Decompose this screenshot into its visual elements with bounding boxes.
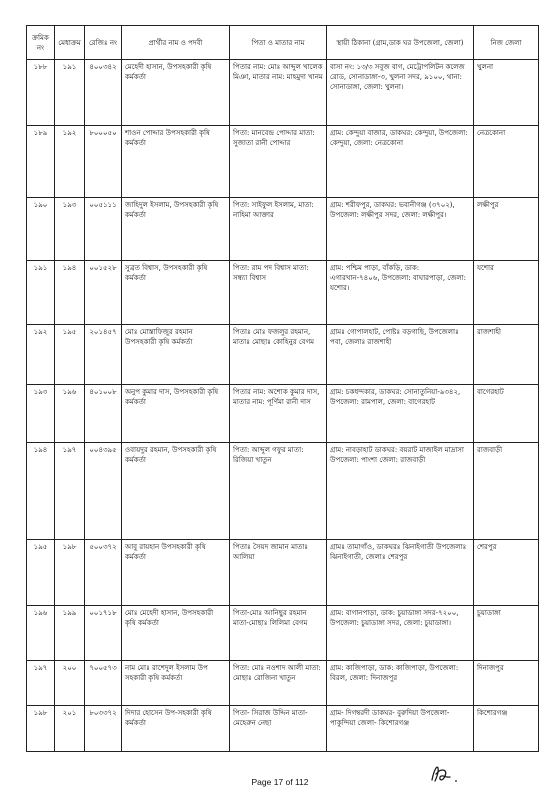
- table-row: [27, 126, 539, 198]
- table-row: [27, 661, 539, 706]
- serial-cell: ১৯৭: [27, 661, 55, 706]
- candidate-table: [26, 25, 539, 752]
- header-home-district: নিজ জেলা: [474, 26, 539, 60]
- registration-cell: ৭০০৫৭৩: [85, 661, 122, 706]
- registration-cell: ৪০১০০৮: [85, 385, 122, 443]
- serial-cell: ১৯৩: [27, 385, 55, 443]
- address-cell: গ্রাম: বাগানপাড়া, ডাক: চুয়াডাঙ্গা সদর-৭২০০, উপজেলা: চুয়াডাঙ্গা সদর, জেলা: চুয়াডাঙ্গা।: [327, 606, 474, 661]
- address-cell: গ্রাম- দিগম্বরদী ডাকঘর- বুরুদিয়া উপজেলা- পাকুন্দিয়া জেলা- কিশোরগঞ্জ: [327, 706, 474, 752]
- district-cell: রাজবাড়ী: [474, 443, 539, 540]
- address-cell: গ্রামঃ তামাগাঁও, ডাকঘরঃ ঝিনাইগাতী উপজেলাঃ ঝিনাইগাতী, জেলাঃ শেরপুর: [327, 540, 474, 606]
- name-cell: শাওন পোদ্দার উপসহকারী কৃষি কর্মকর্তা: [122, 126, 230, 198]
- signature-mark: [428, 762, 464, 786]
- name-cell: ওবায়দুর রহমান, উপসহকারী কৃষি কর্মকর্তা: [122, 443, 230, 540]
- registration-cell: ০০৫১১১: [85, 198, 122, 261]
- name-cell: আবু রায়হান উপসহকারী কৃষি কর্মকর্তা: [122, 540, 230, 606]
- merit-cell: ১৯২: [55, 126, 85, 198]
- table-row: [27, 60, 539, 126]
- registration-cell: ০০১৫২৮: [85, 261, 122, 325]
- parents-cell: পিতাঃ সৈয়দ জামান মাতাঃ আলিয়া: [230, 540, 327, 606]
- registration-cell: ৫০০৩৭২: [85, 540, 122, 606]
- parents-cell: পিতা: রাম পদ বিশ্বাস মাতা: সন্ধ্যা বিশ্বাস: [230, 261, 327, 325]
- parents-cell: পিতা: মানবেন্দ্র পোদ্দার মাতা: সুজাতা রানী পোদ্দার: [230, 126, 327, 198]
- parents-cell: পিতা-মোঃ আনিছুর রহমান মাতা-মোছাঃ লিলিমা বেগম: [230, 606, 327, 661]
- table-row: [27, 706, 539, 752]
- header-permanent-address: স্থায়ী ঠিকানা (গ্রাম,ডাক ঘর উপজেলা, জেলা): [327, 26, 474, 60]
- header-serial: ক্রমিক নং: [27, 26, 55, 60]
- table-header-row: [27, 26, 539, 60]
- header-name-designation: প্রার্থীর নাম ও পদবী: [122, 26, 230, 60]
- serial-cell: ১৯০: [27, 198, 55, 261]
- district-cell: রাজশাহী: [474, 325, 539, 385]
- name-cell: মোঃ মোস্তাফিজুর রহমান উপসহকারী কৃষি কর্মকর্তা: [122, 325, 230, 385]
- merit-cell: ২০১: [55, 706, 85, 752]
- parents-cell: পিতার নাম: অশোক কুমার দাস, মাতার নাম: পূর্ণিমা রানী দাস: [230, 385, 327, 443]
- header-merit: মেধাক্রম: [55, 26, 85, 60]
- name-cell: অনুপ কুমার দাস, উপসহকারী কৃষি কর্মকর্তা: [122, 385, 230, 443]
- name-cell: জাহিদুল ইসলাম, উপসহকারী কৃষি কর্মকর্তা: [122, 198, 230, 261]
- parents-cell: পিতা: আব্দুল গফুর মাতা: রিজিয়া খাতুন: [230, 443, 327, 540]
- registration-cell: ২০১৪৫৭: [85, 325, 122, 385]
- district-cell: নেত্রকোনা: [474, 126, 539, 198]
- serial-cell: ১৯১: [27, 261, 55, 325]
- table-row: [27, 325, 539, 385]
- merit-cell: ১৯৪: [55, 261, 85, 325]
- registration-cell: ৮০৩৩৭২: [85, 706, 122, 752]
- address-cell: গ্রাম: চকধন্দকার, ডাকঘর: সোনাতুনিয়া-৯৩৪২, উপজেলা: রামপাল, জেলা: বাগেরহাট: [327, 385, 474, 443]
- address-cell: গ্রাম: কেন্দুয়া বাজার, ডাকঘর: কেন্দুয়া, উপজেলা: কেন্দুয়া, জেলা: নেত্রকোনা: [327, 126, 474, 198]
- table-row: [27, 443, 539, 540]
- table-row: [27, 261, 539, 325]
- address-cell: গ্রাম: শরীফপুর, ডাকঘর: ভবানীগঞ্জ (৩৭০২), উপজেলা: লক্ষীপুর সদর, জেলা: লক্ষীপুর।: [327, 198, 474, 261]
- merit-cell: ১৯৮: [55, 540, 85, 606]
- name-cell: মেহেদী হাসান, উপসহকারী কৃষি কর্মকর্তা: [122, 60, 230, 126]
- address-cell: গ্রামঃ গোপালহাট, পোষ্টঃ বড়গাছি, উপজেলাঃ পবা, জেলাঃ রাজশাহী: [327, 325, 474, 385]
- parents-cell: পিতার নাম: মোঃ আব্দুল খালেক মিঞা, মাতার নাম: মাহমুদা খানম: [230, 60, 327, 126]
- name-cell: নাম মোঃ রাশেদুল ইসলাম উপ সহকারী কৃষি কর্মকর্তা: [122, 661, 230, 706]
- address-cell: গ্রাম: পশ্চিম পাড়া, বাঁকড়ি, ডাক: এগারখান-৭৪০৬, উপজেলা: বাঘারপাড়া, জেলা: যশোর।: [327, 261, 474, 325]
- address-cell: বাসা নং: ১৩/৩ সবুজ বাগ, মেট্রোপলিটন কলেজ রোড, সোনাডাঙ্গা-৩, খুলনা সদর, ৯১০০, থানা: সোনাডাঙ্গা, জেলা: খুলনা।: [327, 60, 474, 126]
- district-cell: বাগেরহাট: [474, 385, 539, 443]
- merit-cell: ১৯৬: [55, 385, 85, 443]
- address-cell: গ্রাম: কাজিপাড়া, ডাক: কাজিপাড়া, উপজেলা: বিরল, জেলা: দিনাজপুর: [327, 661, 474, 706]
- district-cell: চুয়াডাঙ্গা: [474, 606, 539, 661]
- table-row: [27, 606, 539, 661]
- serial-cell: ১৯৫: [27, 540, 55, 606]
- registration-cell: ০০১৭১৮: [85, 606, 122, 661]
- merit-cell: ১৯১: [55, 60, 85, 126]
- address-cell: গ্রাম: নাবড়াহাট ডাকঘর: বয়রাট মাজাইল মাদ্রাসা উপজেলা: পাংশা জেলা: রাজবাড়ী: [327, 443, 474, 540]
- name-cell: সুব্রত বিশ্বাস, উপসহকারী কৃষি কর্মকর্তা: [122, 261, 230, 325]
- table-row: [27, 385, 539, 443]
- district-cell: যশোর: [474, 261, 539, 325]
- serial-cell: ১৯৪: [27, 443, 55, 540]
- district-cell: খুলনা: [474, 60, 539, 126]
- table-row: [27, 540, 539, 606]
- parents-cell: পিতাঃ মোঃ ফজলুর রহমান, মাতাঃ মোছাঃ কোহিনুর বেগম: [230, 325, 327, 385]
- parents-cell: পিতা: সাইফুল ইসলাম, মাতা: নাহিমা আক্তার: [230, 198, 327, 261]
- merit-cell: ১৯৯: [55, 606, 85, 661]
- district-cell: লক্ষীপুর: [474, 198, 539, 261]
- serial-cell: ১৮৮: [27, 60, 55, 126]
- name-cell: মোঃ মেহেদী হাসান, উপসহকারী কৃষি কর্মকর্তা: [122, 606, 230, 661]
- table-row: [27, 198, 539, 261]
- serial-cell: ১৮৯: [27, 126, 55, 198]
- district-cell: দিনাজপুর: [474, 661, 539, 706]
- merit-cell: ২০০: [55, 661, 85, 706]
- serial-cell: ১৯২: [27, 325, 55, 385]
- parents-cell: পিতা- সিরাজ উদ্দিন মাতা- মেহেরুন নেছা: [230, 706, 327, 752]
- serial-cell: ১৯৬: [27, 606, 55, 661]
- parents-cell: পিতা: মোঃ নওশাদ আলী মাতা: মোছাঃ রোজিনা খাতুন: [230, 661, 327, 706]
- page-number: Page 17 of 112: [251, 777, 309, 787]
- district-cell: শেরপুর: [474, 540, 539, 606]
- registration-cell: ০০৪৩৯৫: [85, 443, 122, 540]
- document-page: [26, 25, 538, 752]
- merit-cell: ১৯৩: [55, 198, 85, 261]
- name-cell: দিদার হোসেন উপ-সহকারী কৃষি কর্মকর্তা: [122, 706, 230, 752]
- merit-cell: ১৯৫: [55, 325, 85, 385]
- district-cell: কিশোরগঞ্জ: [474, 706, 539, 752]
- registration-cell: ৪০০৩৪২: [85, 60, 122, 126]
- header-registration: রেজিঃ নং: [85, 26, 122, 60]
- registration-cell: ৮০০০৫০: [85, 126, 122, 198]
- serial-cell: ১৯৮: [27, 706, 55, 752]
- header-parents: পিতা ও মাতার নাম: [230, 26, 327, 60]
- merit-cell: ১৯৭: [55, 443, 85, 540]
